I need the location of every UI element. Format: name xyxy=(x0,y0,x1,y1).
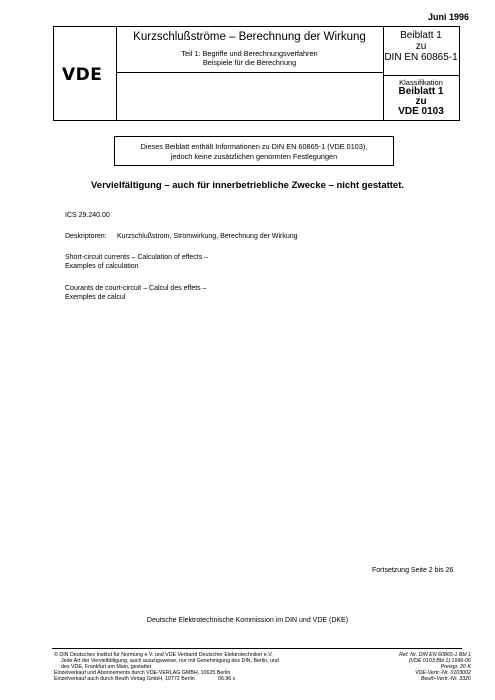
beiblatt-line1: Beiblatt 1 xyxy=(400,30,442,41)
info-line2: jedoch keine zusätzlichen genormten Festlegungen xyxy=(170,152,338,161)
legal-line1: © DIN Deutsches Institut für Normung e.V. und VDE Verband Deutscher Elektrotechniker e.V. xyxy=(54,652,273,658)
blank-cell xyxy=(116,72,384,120)
legal-line4: Einzelverkauf und Abonnements durch VDE-VERLAG GMBH, 10625 Berlin xyxy=(54,670,231,676)
logo-cell xyxy=(54,27,117,120)
ics-code: ICS 29.240.00 xyxy=(65,212,110,219)
title-block xyxy=(53,26,460,121)
ref-line3: Preisgr. 20 K xyxy=(440,664,471,670)
english-title-line2: Examples of calculation xyxy=(65,263,139,270)
klassifikation-line3: VDE 0103 xyxy=(398,106,444,117)
publication-date: Juni 1996 xyxy=(428,12,470,22)
legal-line5: Einzelverkauf auch durch Beuth Verlag GmbH, 10772 Berlin xyxy=(54,676,195,682)
continuation-note: Fortsetzung Seite 2 bis 26 xyxy=(372,567,454,574)
deskriptoren-value: Kurzschlußstrom, Stromwirkung, Berechnung der Wirkung xyxy=(117,233,298,240)
commission-name: Deutsche Elektrotechnische Kommission im DIN und VDE (DKE) xyxy=(146,617,349,624)
document-title: Kurzschlußströme – Berechnung der Wirkung xyxy=(133,31,366,43)
klassifikation-cell xyxy=(383,75,459,120)
document-subtitle-line1: Teil 1: Begriffe und Berechnungsverfahren xyxy=(181,49,318,58)
klassifikation-label: Klassifikation xyxy=(399,78,443,87)
copy-warning: Vervielfältigung – auch für innerbetriebliche Zwecke – nicht gestattet. xyxy=(90,180,405,191)
document-subtitle-line2: Beispiele für die Berechnung xyxy=(202,58,297,67)
ref-line4: VDE-Vertr.-Nr. 0103002 xyxy=(415,670,471,676)
french-title-line1: Courants de court-circuit – Calcul des effets – xyxy=(65,285,207,292)
legal-line2: Jede Art der Vervielfältigung, auch auszugsweise, nur mit Genehmigung des DIN, Berlin, und xyxy=(61,658,279,664)
ref-line5: Beuth-Vertr.-Nr. 3320 xyxy=(420,676,471,682)
vde-logo: VDE xyxy=(62,65,103,85)
legal-line3: des VDE, Frankfurt am Main, gestattet xyxy=(61,664,152,670)
beiblatt-cell xyxy=(383,27,459,76)
info-box xyxy=(114,136,394,166)
info-line1: Dieses Beiblatt enthält Informationen zu DIN EN 60865-1 (VDE 0103), xyxy=(140,142,368,151)
klassifikation-line1: Beiblatt 1 xyxy=(398,86,444,97)
french-title-line2: Exemples de calcul xyxy=(65,294,126,301)
english-title-line1: Short-circuit currents – Calculation of effects – xyxy=(65,254,209,261)
klassifikation-line2: zu xyxy=(415,96,427,107)
ref-line1: Ref. Nr. DIN EN 60865-1 Bbl 1 xyxy=(399,652,471,658)
beiblatt-line3: DIN EN 60865-1 xyxy=(384,52,458,63)
beiblatt-line2: zu xyxy=(415,41,427,52)
deskriptoren-label: Deskriptoren: xyxy=(65,233,107,240)
footer-divider xyxy=(52,648,462,649)
title-cell xyxy=(116,27,384,73)
ref-line2: (VDE 0103 Bbl 1):1996-06 xyxy=(408,658,471,664)
legal-line5-code: 06.96 v xyxy=(218,676,236,682)
